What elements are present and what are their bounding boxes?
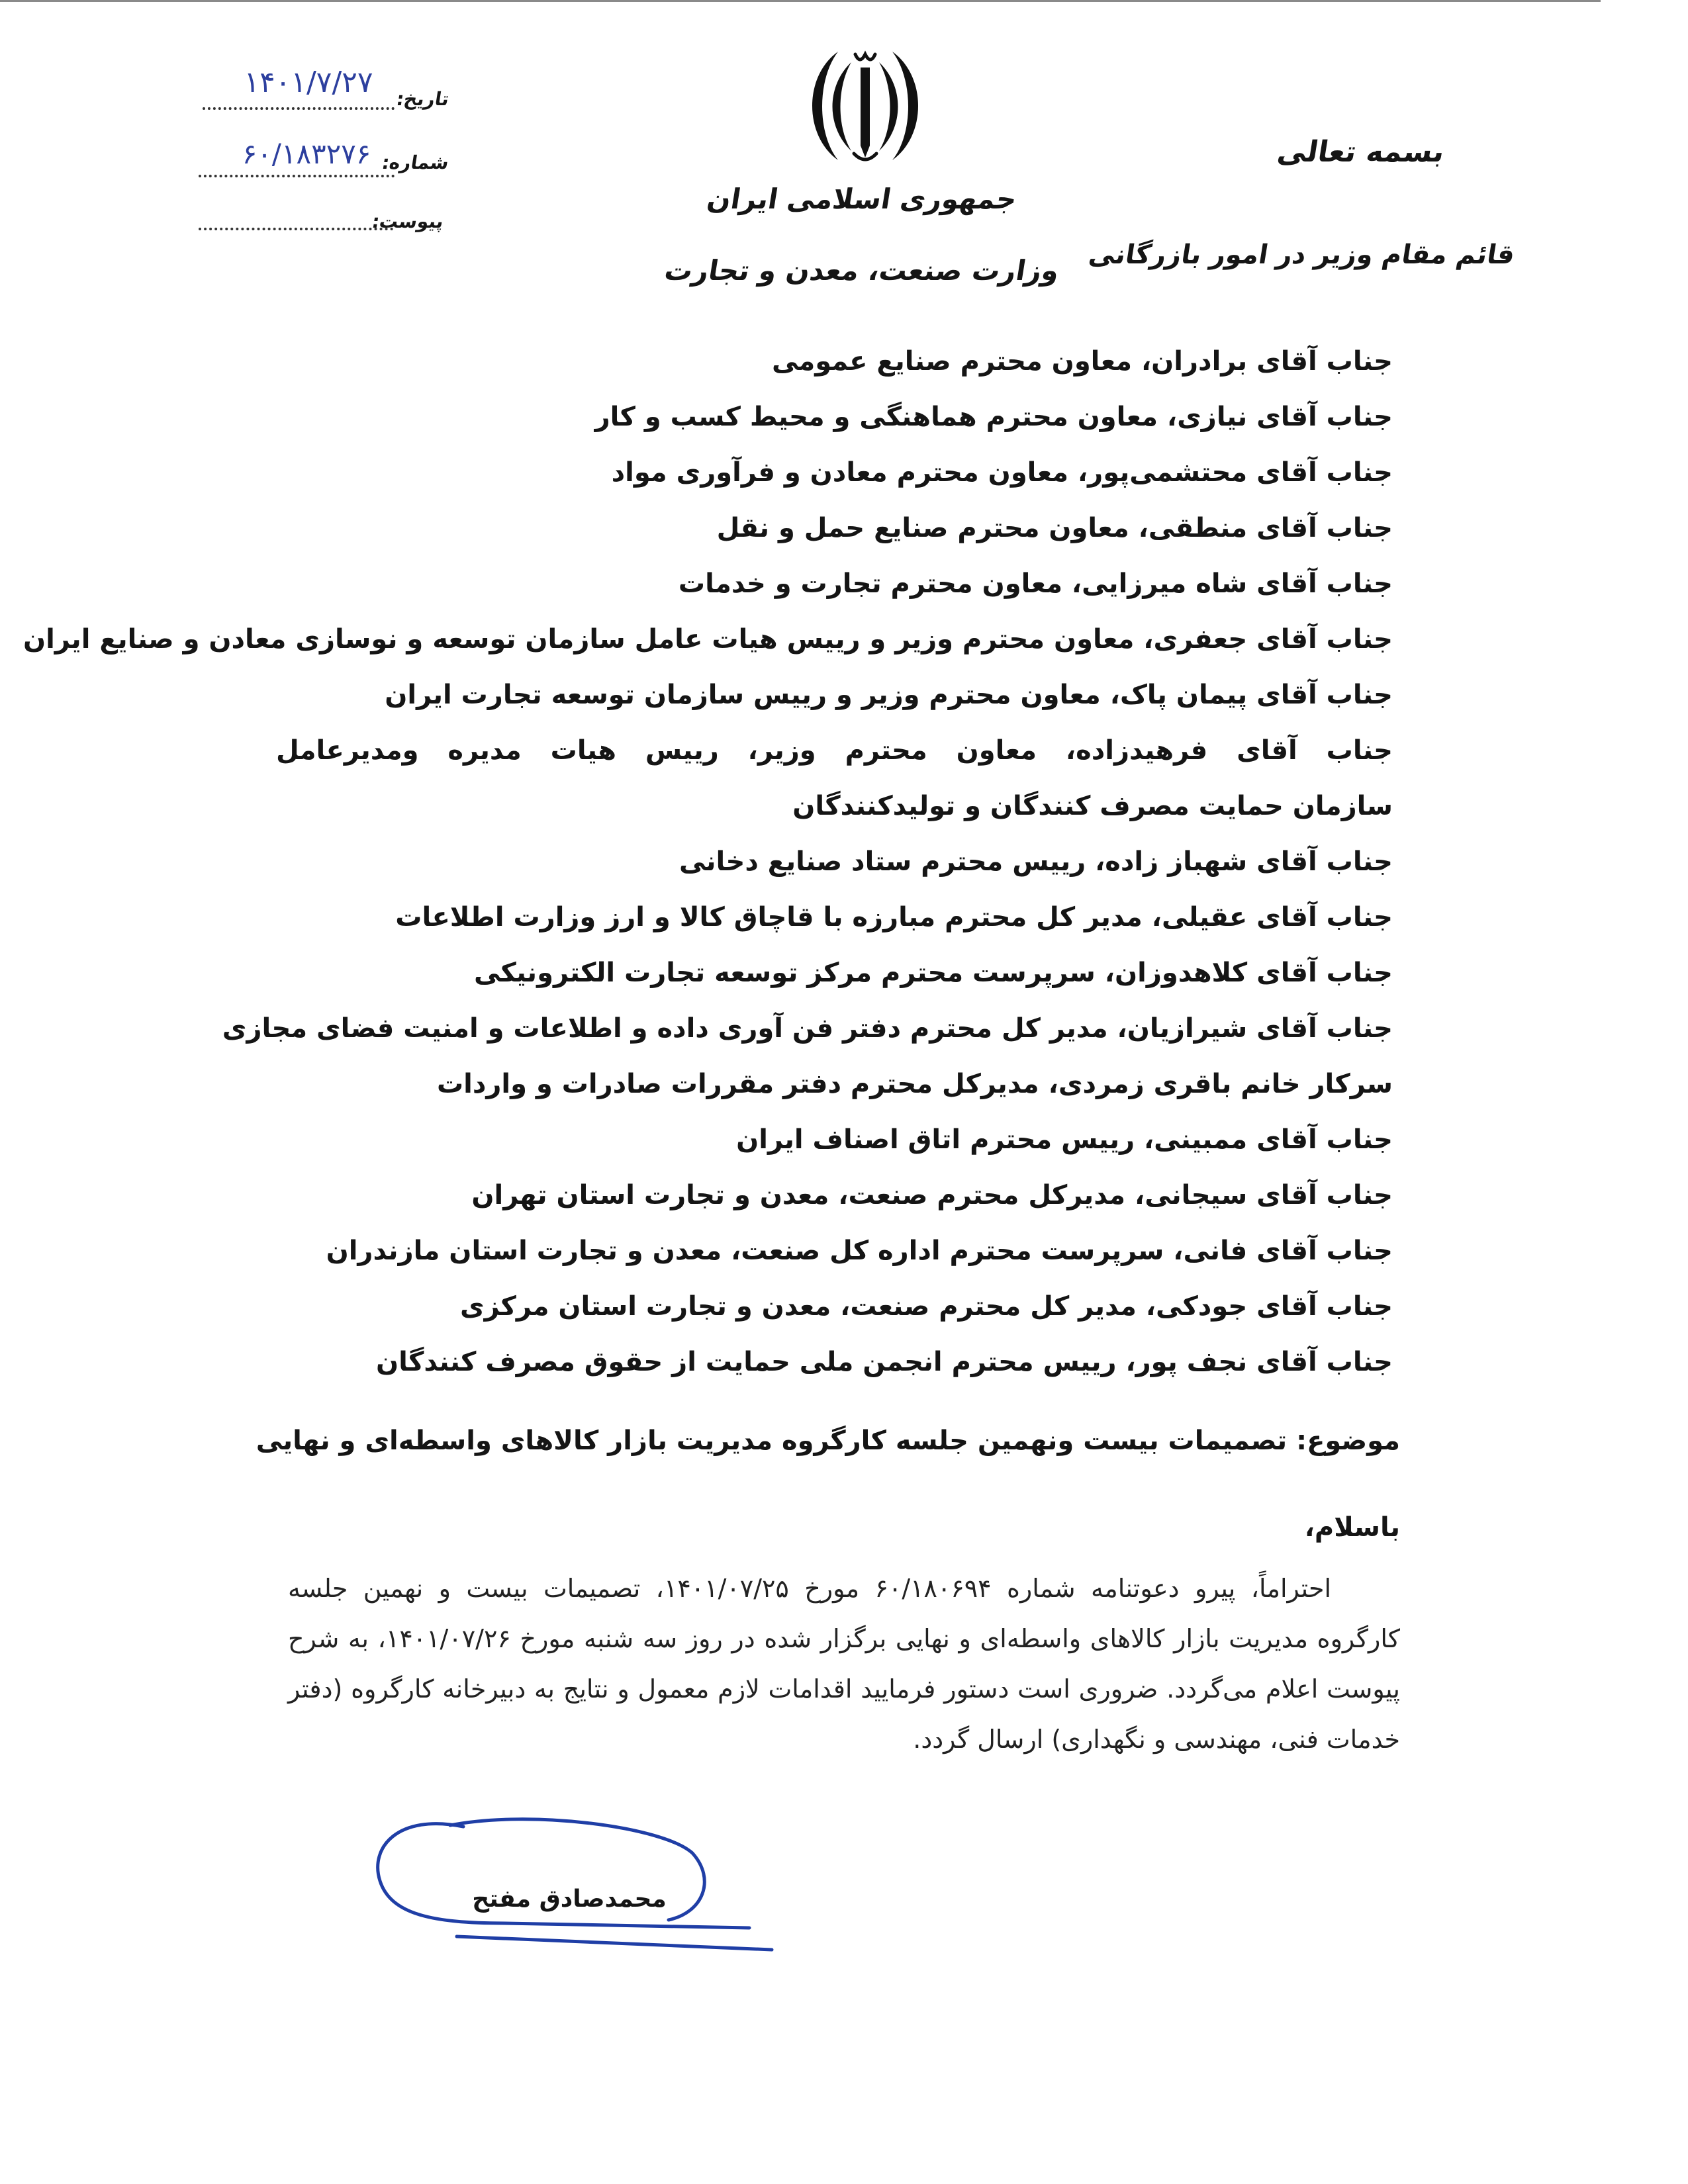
number-label: شماره: xyxy=(380,152,451,173)
recipient-line: جناب آقای محتشمی‌پور، معاون محترم معادن و فرآوری مواد xyxy=(611,457,1393,488)
recipient-line: جناب آقای پیمان پاک، معاون محترم وزیر و رییس سازمان توسعه تجارت ایران xyxy=(385,680,1393,710)
ministry-name: وزارت صنعت، معدن و تجارت xyxy=(662,254,1062,287)
attachment-dotted-line xyxy=(199,228,393,230)
sender-title: قائم مقام وزیر در امور بازرگانی xyxy=(1086,240,1517,270)
recipient-line: جناب آقای جعفری، معاون محترم وزیر و رییس هیات عامل سازمان توسعه و نوسازی معادن و صنایع ایران xyxy=(23,624,1393,655)
recipient-line: جناب آقای نیازی، معاون محترم هماهنگی و محیط کسب و کار xyxy=(594,402,1393,432)
number-value: ۶۰/۱۸۳۲۷۶ xyxy=(242,138,371,170)
number-dotted-line xyxy=(199,175,395,177)
recipient-line: سرکار خانم باقری زمردی، مدیرکل محترم دفتر مقررات صادرات و واردات xyxy=(436,1069,1393,1099)
date-label: تاریخ: xyxy=(395,88,451,110)
recipients-list xyxy=(23,334,1393,1390)
greeting: باسلام، xyxy=(1304,1512,1400,1543)
subject-text: تصمیمات بیست ونهمین جلسه کارگروه مدیریت بازار کالاهای واسطه‌ای و نهایی xyxy=(256,1426,1288,1456)
recipient-line: جناب آقای شیرازیان، مدیر کل محترم دفتر فن آوری داده و اطلاعات و امنیت فضای مجازی xyxy=(222,1013,1393,1044)
recipient-line: جناب آقای برادران، معاون محترم صنایع عمومی xyxy=(771,346,1393,377)
recipient-line-continuation: سازمان حمایت مصرف کنندگان و تولیدکنندگان xyxy=(792,791,1393,821)
invocation: بسمه تعالی xyxy=(1275,135,1448,169)
top-rule xyxy=(0,0,1601,2)
recipient-line: جناب آقای شهباز زاده، رییس محترم ستاد صنایع دخانی xyxy=(679,846,1393,877)
recipient-line: جناب آقای فرهیدزاده، معاون محترم وزیر، رییس هیات مدیره ومدیرعامل xyxy=(276,735,1393,766)
recipient-line: جناب آقای شاه میرزایی، معاون محترم تجارت و خدمات xyxy=(678,569,1393,599)
body-paragraph: احتراماً، پیرو دعوتنامه شماره ۶۰/۱۸۰۶۹۴ مورخ ۱۴۰۱/۰۷/۲۵، تصمیمات بیست و نهمین جلسه کارگروه مدیریت بازار کالاهای واسطه‌ای و نهایی برگزار شده در روز سه شنبه مورخ ۱۴۰۱/۰۷/۲۶، به شرح پیوست اعلام می‌گردد. ضروری است دستور فرمایید اقدامات لازم معمول و نتایج به دبیرخانه کارگروه (دفتر خدمات فنی، مهندسی و نگهداری) ارسال گردد. xyxy=(288,1574,1400,1754)
recipient-line: جناب آقای نجف پور، رییس محترم انجمن ملی حمایت از حقوق مصرف کنندگان xyxy=(375,1347,1393,1377)
recipient-line: جناب آقای کلاهدوزان، سرپرست محترم مرکز توسعه تجارت الکترونیکی xyxy=(474,958,1393,988)
iran-emblem-icon xyxy=(804,46,927,167)
recipient-line: جناب آقای سیجانی، مدیرکل محترم صنعت، معدن و تجارت استان تهران xyxy=(471,1180,1393,1210)
recipient-line: جناب آقای منطقی، معاون محترم صنایع حمل و نقل xyxy=(716,513,1393,543)
date-value: ۱۴۰۱/۷/۲۷ xyxy=(244,66,373,99)
recipient-line: جناب آقای عقیلی، مدیر کل محترم مبارزه با قاچاق کالا و ارز وزارت اطلاعات xyxy=(395,902,1393,933)
recipient-line: جناب آقای ممبینی، رییس محترم اتاق اصناف ایران xyxy=(736,1124,1393,1155)
date-dotted-line xyxy=(203,107,395,110)
subject-line xyxy=(209,1414,1400,1467)
attachment-label: پیوست: xyxy=(370,210,445,232)
signatory-name: محمدصادق مفتح xyxy=(472,1886,667,1913)
country-name: جمهوری اسلامی ایران xyxy=(704,183,1019,215)
recipient-line: جناب آقای فانی، سرپرست محترم اداره کل صنعت، معدن و تجارت استان مازندران xyxy=(326,1236,1393,1266)
recipient-line: جناب آقای جودکی، مدیر کل محترم صنعت، معدن و تجارت استان مرکزی xyxy=(460,1291,1393,1322)
subject-label: موضوع: xyxy=(1296,1426,1400,1456)
